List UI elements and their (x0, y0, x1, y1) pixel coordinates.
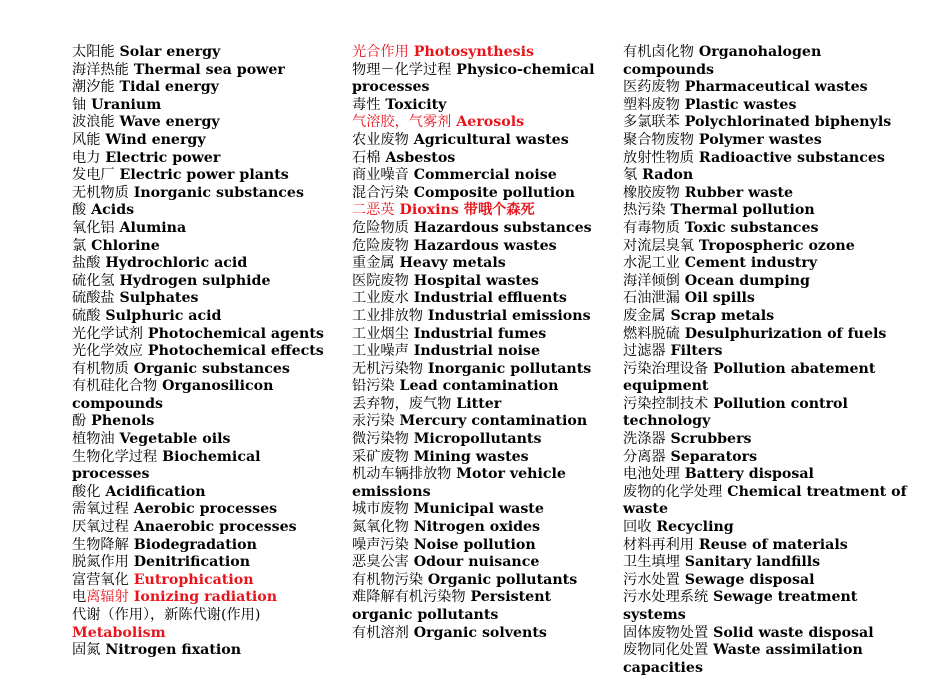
term-english: Inorganic pollutants (427, 360, 592, 377)
term-chinese: 代谢（作用），新陈代谢(作用) (72, 607, 261, 623)
term-english: Inorganic substances (133, 184, 304, 201)
term-english: Metabolism (72, 624, 166, 641)
term-english: Tropospheric ozone (698, 237, 855, 254)
glossary-entry (72, 343, 334, 361)
term-english: Industrial fumes (413, 325, 547, 342)
term-chinese: 采矿废物 (352, 448, 409, 465)
term-english: Asbestos (385, 149, 456, 166)
glossary-entry (352, 132, 614, 150)
term-english: Pharmaceutical wastes (684, 79, 868, 96)
term-english: Ionizing radiation (133, 589, 278, 606)
term-chinese: 无机物质 (72, 184, 129, 201)
term-english: Sewage treatment systems (623, 589, 858, 623)
term-english: Sulphuric acid (105, 307, 222, 324)
term-english: Scrap metals (670, 307, 775, 324)
term-english: Municipal waste (413, 501, 544, 518)
term-chinese: 潮汐能 (72, 79, 115, 96)
term-english: Agricultural wastes (413, 131, 569, 148)
term-chinese: 光化学试剂 (72, 325, 143, 342)
glossary-entry (352, 202, 614, 220)
glossary-entry (623, 554, 913, 572)
term-chinese: 聚合物废物 (623, 131, 694, 148)
glossary-entry (352, 308, 614, 326)
glossary-entry (623, 273, 913, 291)
term-english: Aerosols (456, 114, 525, 131)
glossary-entry (352, 625, 614, 643)
term-english: Sewage disposal (684, 571, 815, 588)
glossary-entry (623, 361, 913, 396)
term-english: Electric power (105, 149, 221, 166)
glossary-column-3 (623, 44, 913, 677)
term-chinese: 石棉 (352, 149, 381, 166)
glossary-entry (72, 273, 334, 291)
term-chinese: 塑料废物 (623, 96, 680, 113)
term-chinese: 无机污染物 (352, 360, 423, 377)
glossary-entry (72, 132, 334, 150)
glossary-entry (352, 255, 614, 273)
term-chinese: 污水处置 (623, 571, 680, 588)
term-chinese: 生物降解 (72, 536, 129, 553)
term-english: Toxicity (385, 96, 447, 113)
glossary-entry (623, 343, 913, 361)
term-chinese: 有机物污染 (352, 571, 423, 588)
glossary-entry (352, 185, 614, 203)
term-chinese: 丢弃物，废气物 (352, 395, 452, 412)
term-chinese: 有毒物质 (623, 219, 680, 236)
term-chinese: 发电厂 (72, 167, 115, 184)
glossary-entry (72, 537, 334, 555)
term-english: Persistent organic pollutants (352, 589, 552, 623)
term-english: Photosynthesis (413, 44, 534, 60)
term-chinese: 厌氧过程 (72, 519, 129, 536)
term-chinese: 重金属 (352, 255, 395, 272)
term-chinese: 回收 (623, 519, 652, 536)
term-chinese: 橡胶废物 (623, 184, 680, 201)
term-english: Recycling (656, 519, 734, 536)
term-chinese: 卫生填埋 (623, 554, 680, 571)
term-english: Wave energy (119, 114, 220, 131)
term-chinese: 废物同化处置 (623, 642, 709, 659)
term-english: Sanitary landfills (684, 554, 821, 571)
term-chinese: 氯 (72, 237, 87, 254)
term-english: Radon (642, 167, 694, 184)
glossary-entry (72, 484, 334, 502)
term-chinese: 废金属 (623, 307, 666, 324)
term-english: Micropollutants (413, 431, 542, 448)
term-english: Solid waste disposal (713, 624, 874, 641)
glossary-entry (352, 290, 614, 308)
glossary-entry (623, 79, 913, 97)
glossary-entry (352, 220, 614, 238)
glossary-entry (623, 572, 913, 590)
glossary-entry (72, 220, 334, 238)
term-english: Aerobic processes (133, 501, 278, 518)
term-chinese: 氮氧化物 (352, 519, 409, 536)
term-english: Nitrogen fixation (105, 642, 242, 659)
term-chinese: 物理－化学过程 (352, 61, 452, 78)
term-english: Toxic substances (684, 219, 819, 236)
glossary-entry (72, 589, 334, 607)
term-english: Separators (670, 448, 758, 465)
glossary-entry (623, 185, 913, 203)
term-english: Organic substances (133, 360, 290, 377)
term-english: Sulphates (119, 290, 199, 307)
glossary-entry (623, 326, 913, 344)
glossary-entry (352, 572, 614, 590)
term-chinese: 铅污染 (352, 378, 395, 395)
term-english: Industrial effluents (413, 290, 567, 307)
term-chinese: 危险废物 (352, 237, 409, 254)
term-english: Organohalogen compounds (623, 44, 822, 78)
term-english: Commercial noise (413, 167, 557, 184)
term-english: Litter (456, 395, 502, 412)
glossary-entry (72, 185, 334, 203)
term-english: Vegetable oils (119, 431, 231, 448)
term-english: Lead contamination (399, 378, 559, 395)
term-english: Photochemical agents (147, 325, 324, 342)
term-english: Filters (670, 343, 723, 360)
term-chinese: 植物油 (72, 431, 115, 448)
term-english: Dioxins 带哦个森死 (399, 202, 535, 219)
term-english: Desulphurization of fuels (684, 325, 887, 342)
glossary-entry (72, 554, 334, 572)
term-english: Polymer wastes (698, 131, 822, 148)
term-english: Alumina (119, 219, 187, 236)
glossary-entry (352, 238, 614, 256)
term-chinese: 富营氧化 (72, 571, 129, 588)
glossary-entry (352, 413, 614, 431)
term-chinese: 有机溶剂 (352, 624, 409, 641)
term-chinese: 海洋热能 (72, 61, 129, 78)
term-chinese: 光化学效应 (72, 343, 143, 360)
glossary-entry (72, 238, 334, 256)
term-english: Radioactive substances (698, 149, 885, 166)
term-chinese: 需氧过程 (72, 501, 129, 518)
term-chinese: 农业废物 (352, 131, 409, 148)
term-chinese: 恶臭公害 (352, 554, 409, 571)
glossary-entry (72, 79, 334, 97)
term-chinese: 医院废物 (352, 272, 409, 289)
term-chinese: 电力 (72, 149, 101, 166)
term-english: Tidal energy (119, 79, 219, 96)
glossary-entry (623, 308, 913, 326)
term-english: Acids (91, 202, 135, 219)
glossary-entry (352, 97, 614, 115)
term-english: Thermal sea power (133, 61, 285, 78)
glossary-entry (72, 501, 334, 519)
term-chinese: 工业噪声 (352, 343, 409, 360)
term-english: Plastic wastes (684, 96, 797, 113)
glossary-column-2 (352, 44, 614, 642)
term-english: Hydrochloric acid (105, 255, 248, 272)
term-english: Acidification (105, 483, 206, 500)
glossary-entry (352, 449, 614, 467)
glossary-entry (72, 607, 334, 642)
glossary-entry (623, 537, 913, 555)
term-english: Waste assimilation capacities (623, 642, 863, 676)
glossary-entry (72, 361, 334, 379)
term-english: Pollution abatement equipment (623, 360, 876, 395)
glossary-column-1 (72, 44, 334, 660)
glossary-entry (72, 290, 334, 308)
glossary-entry (352, 326, 614, 344)
glossary-entry (623, 484, 913, 519)
glossary-entry (352, 554, 614, 572)
term-english: Nitrogen oxides (413, 519, 541, 536)
term-english: Ocean dumping (684, 272, 810, 289)
term-chinese: 污染治理设备 (623, 360, 709, 377)
term-chinese: 硫酸 (72, 307, 101, 324)
term-english: Noise pollution (413, 536, 536, 553)
term-chinese: 有机卤化物 (623, 44, 694, 60)
term-chinese: 氡 (623, 167, 638, 184)
term-chinese: 毒性 (352, 96, 381, 113)
term-chinese: 生物化学过程 (72, 448, 158, 465)
term-english: Reuse of materials (698, 536, 848, 553)
glossary-entry (623, 466, 913, 484)
glossary-entry (72, 449, 334, 484)
glossary-entry (623, 238, 913, 256)
term-english: Hazardous wastes (413, 237, 557, 254)
term-english: Biochemical processes (72, 448, 261, 483)
glossary-entry (352, 273, 614, 291)
term-chinese: 太阳能 (72, 44, 115, 60)
glossary-entry (72, 378, 334, 413)
term-chinese: 电池处理 (623, 466, 680, 483)
term-english: Battery disposal (684, 466, 814, 483)
term-english: Chlorine (91, 237, 160, 254)
term-chinese: 工业废水 (352, 290, 409, 307)
term-english: Odour nuisance (413, 554, 540, 571)
glossary-entry (623, 44, 913, 79)
glossary-entry (623, 167, 913, 185)
glossary-entry (72, 431, 334, 449)
term-chinese: 光合作用 (352, 44, 409, 60)
term-chinese: 材料再利用 (623, 536, 694, 553)
glossary-entry (352, 361, 614, 379)
glossary-entry (352, 466, 614, 501)
term-chinese: 硫化氢 (72, 272, 115, 289)
glossary-entry (72, 413, 334, 431)
glossary-entry (72, 114, 334, 132)
term-english: Electric power plants (119, 167, 289, 184)
term-english: Mercury contamination (399, 413, 588, 430)
term-chinese: 有机物质 (72, 360, 129, 377)
glossary-entry (352, 396, 614, 414)
term-chinese: 洗涤器 (623, 431, 666, 448)
term-english: Hydrogen sulphide (119, 272, 271, 289)
term-english: Motor vehicle emissions (352, 466, 566, 500)
term-chinese: 电离辐射 (72, 589, 129, 606)
term-chinese: 医药废物 (623, 79, 680, 96)
term-chinese: 气溶胶，气雾剂 (352, 114, 452, 131)
term-chinese: 波浪能 (72, 114, 115, 131)
term-english: Eutrophication (133, 571, 254, 588)
term-chinese: 噪声污染 (352, 536, 409, 553)
term-english: Polychlorinated biphenyls (684, 114, 892, 131)
term-chinese: 脱氮作用 (72, 554, 129, 571)
term-english: Oil spills (684, 290, 755, 307)
glossary-entry (72, 167, 334, 185)
term-english: Pollution control technology (623, 395, 848, 430)
term-english: Thermal pollution (670, 202, 815, 219)
glossary-entry (623, 396, 913, 431)
glossary-entry (352, 589, 614, 624)
glossary-entry (352, 519, 614, 537)
term-chinese: 工业排放物 (352, 307, 423, 324)
term-chinese: 酸化 (72, 483, 101, 500)
term-english: Uranium (91, 96, 162, 113)
glossary-entry (352, 114, 614, 132)
glossary-entry (352, 378, 614, 396)
glossary-entry (623, 220, 913, 238)
term-english: Organic pollutants (427, 571, 578, 588)
term-chinese: 石油泄漏 (623, 290, 680, 307)
term-chinese: 热污染 (623, 202, 666, 219)
term-english: Phenols (91, 413, 155, 430)
term-chinese: 分离器 (623, 448, 666, 465)
term-english: Rubber waste (684, 184, 794, 201)
glossary-entry (72, 326, 334, 344)
term-chinese: 固体废物处置 (623, 624, 709, 641)
term-english: Industrial noise (413, 343, 541, 360)
term-chinese: 混合污染 (352, 184, 409, 201)
glossary-entry (72, 519, 334, 537)
glossary-entry (623, 431, 913, 449)
term-english: Cement industry (684, 255, 818, 272)
glossary-entry (352, 501, 614, 519)
term-chinese: 机动车辆排放物 (352, 466, 452, 483)
term-chinese: 盐酸 (72, 255, 101, 272)
term-chinese: 城市废物 (352, 501, 409, 518)
term-english: Composite pollution (413, 184, 575, 201)
glossary-entry (623, 290, 913, 308)
term-chinese: 过滤器 (623, 343, 666, 360)
glossary-entry (623, 449, 913, 467)
term-english: Hospital wastes (413, 272, 539, 289)
glossary-entry (352, 431, 614, 449)
term-chinese: 工业烟尘 (352, 325, 409, 342)
glossary-entry (352, 150, 614, 168)
glossary-entry (352, 44, 614, 62)
term-chinese: 有机硅化合物 (72, 378, 158, 395)
glossary-entry (623, 114, 913, 132)
glossary-entry (72, 255, 334, 273)
term-chinese: 污染控制技术 (623, 395, 709, 412)
glossary-entry (352, 167, 614, 185)
term-chinese: 污水处理系统 (623, 589, 709, 606)
term-english: Hazardous substances (413, 219, 592, 236)
term-chinese: 海洋倾倒 (623, 272, 680, 289)
term-english: Wind energy (105, 131, 206, 148)
term-chinese: 酸 (72, 202, 87, 219)
term-english: Organic solvents (413, 624, 547, 641)
glossary-entry (623, 150, 913, 168)
term-english: Organosilicon compounds (72, 378, 274, 412)
glossary-entry (72, 572, 334, 590)
term-english: Biodegradation (133, 536, 257, 553)
glossary-entry (72, 150, 334, 168)
glossary-entry (72, 97, 334, 115)
term-english: Chemical treatment of waste (623, 483, 907, 518)
term-chinese: 难降解有机污染物 (352, 589, 466, 606)
term-english: Heavy metals (399, 255, 506, 272)
glossary-entry (623, 625, 913, 643)
term-chinese: 固氮 (72, 642, 101, 659)
glossary-entry (72, 62, 334, 80)
term-english: Industrial emissions (427, 307, 591, 324)
glossary-entry (352, 343, 614, 361)
glossary-entry (623, 255, 913, 273)
term-chinese: 风能 (72, 131, 101, 148)
term-chinese: 废物的化学处理 (623, 483, 723, 500)
glossary-entry (72, 308, 334, 326)
term-english: Anaerobic processes (133, 519, 297, 536)
term-english: Mining wastes (413, 448, 529, 465)
glossary-entry (623, 519, 913, 537)
glossary-entry (623, 589, 913, 624)
term-english: Photochemical effects (147, 343, 324, 360)
term-chinese: 对流层臭氧 (623, 237, 694, 254)
glossary-entry (352, 537, 614, 555)
term-chinese: 水泥工业 (623, 255, 680, 272)
term-chinese: 氧化铝 (72, 219, 115, 236)
term-chinese: 汞污染 (352, 413, 395, 430)
glossary-entry (72, 202, 334, 220)
term-chinese: 放射性物质 (623, 149, 694, 166)
term-english: Denitrification (133, 554, 251, 571)
glossary-entry (72, 44, 334, 62)
term-chinese: 商业噪音 (352, 167, 409, 184)
term-chinese: 酚 (72, 413, 87, 430)
term-english: Physico-chemical processes (352, 61, 595, 96)
term-english: Scrubbers (670, 431, 752, 448)
glossary-entry (623, 202, 913, 220)
glossary-entry (72, 642, 334, 660)
term-chinese: 硫酸盐 (72, 290, 115, 307)
glossary-entry (623, 132, 913, 150)
glossary-entry (352, 62, 614, 97)
term-chinese: 多氯联苯 (623, 114, 680, 131)
term-chinese: 铀 (72, 96, 87, 113)
term-chinese: 燃料脱硫 (623, 325, 680, 342)
term-chinese: 微污染物 (352, 431, 409, 448)
term-chinese: 危险物质 (352, 219, 409, 236)
glossary-entry (623, 97, 913, 115)
term-chinese: 二恶英 (352, 202, 395, 219)
term-english: Solar energy (119, 44, 221, 60)
